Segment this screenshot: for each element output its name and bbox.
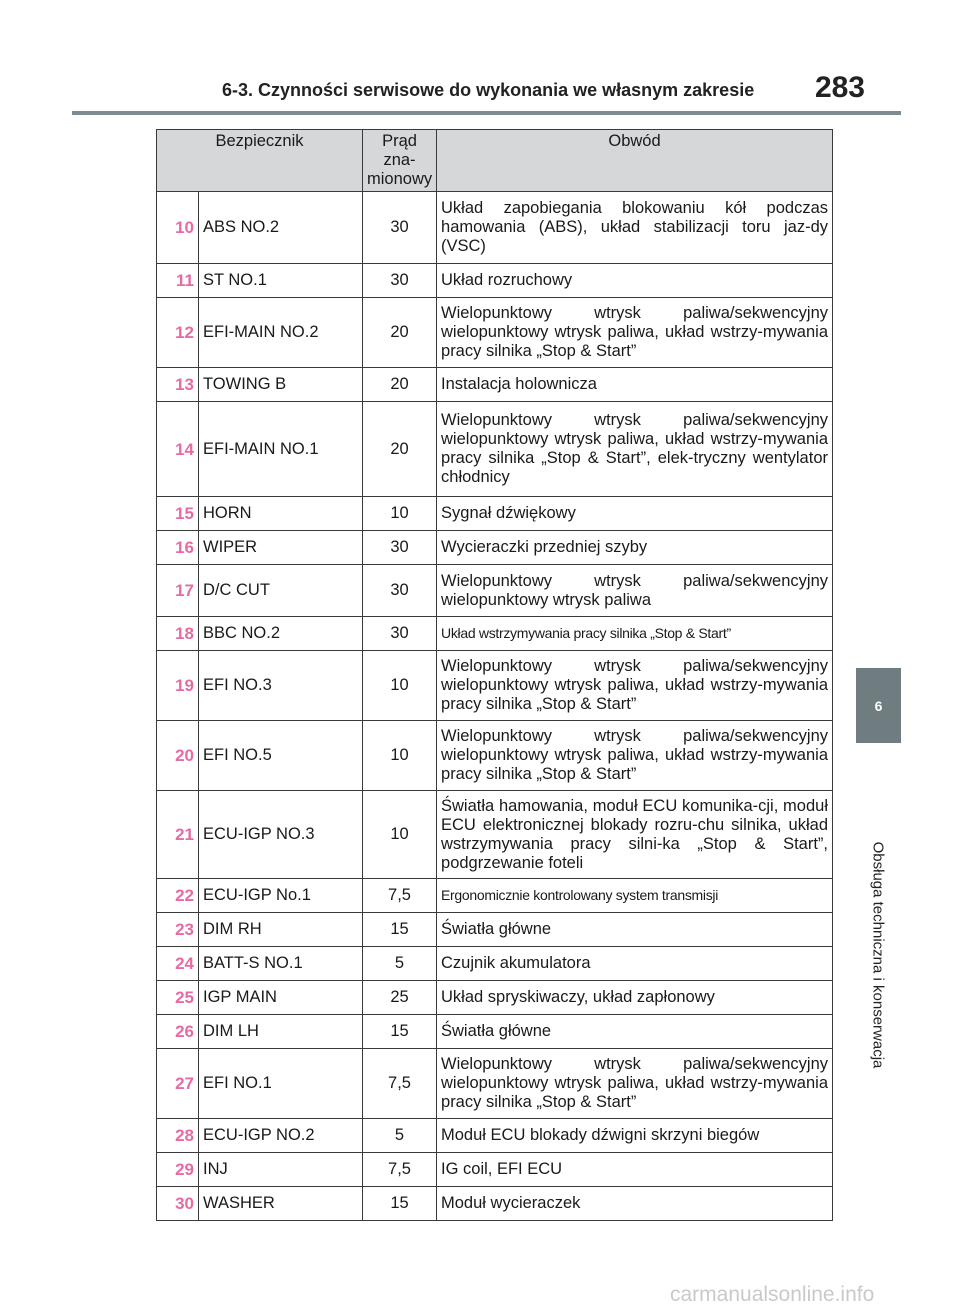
table-row (157, 721, 833, 791)
fuse-current: 5 (363, 1119, 437, 1153)
fuse-circuit: Instalacja holownicza (437, 368, 833, 402)
fuse-current: 10 (363, 497, 437, 531)
table-row (157, 617, 833, 651)
fuse-circuit: Światła główne (437, 1015, 833, 1049)
fuse-number: 28 (157, 1119, 199, 1153)
watermark-text: carmanualsonline.info (670, 1283, 875, 1306)
table-row (157, 791, 833, 879)
table-row (157, 531, 833, 565)
fuse-circuit: Układ zapobiegania blokowaniu kół podczas hamowania (ABS), układ stabilizacji toru jaz-dy (VSC) (437, 192, 833, 264)
table-row (157, 298, 833, 368)
fuse-name: EFI NO.3 (199, 651, 363, 721)
page-number: 283 (814, 71, 865, 104)
fuse-name: EFI NO.5 (199, 721, 363, 791)
table-row (157, 192, 833, 264)
fuse-current: 20 (363, 368, 437, 402)
fuse-current: 7,5 (363, 1049, 437, 1119)
table-row (157, 1119, 833, 1153)
fuse-current: 10 (363, 721, 437, 791)
fuse-name: D/C CUT (199, 565, 363, 617)
fuse-name: EFI-MAIN NO.2 (199, 298, 363, 368)
fuse-number: 12 (157, 298, 199, 368)
fuse-number: 14 (157, 402, 199, 497)
fuse-name: ABS NO.2 (199, 192, 363, 264)
fuse-circuit: IG coil, EFI ECU (437, 1153, 833, 1187)
fuse-name: ECU-IGP No.1 (199, 879, 363, 913)
fuse-current: 10 (363, 791, 437, 879)
fuse-number: 19 (157, 651, 199, 721)
fuse-current: 30 (363, 565, 437, 617)
fuse-name: WASHER (199, 1187, 363, 1221)
fuse-name: DIM RH (199, 913, 363, 947)
fuse-current: 15 (363, 1015, 437, 1049)
fuse-circuit: Wycieraczki przedniej szyby (437, 531, 833, 565)
header-divider (72, 111, 901, 115)
fuse-current: 25 (363, 981, 437, 1015)
fuse-number: 30 (157, 1187, 199, 1221)
fuse-number: 22 (157, 879, 199, 913)
fuse-number: 17 (157, 565, 199, 617)
fuse-circuit: Wielopunktowy wtrysk paliwa/sekwencyjny wielopunktowy wtrysk paliwa, układ wstrzy-mywania pracy silnika „Stop & Start” (437, 1049, 833, 1119)
fuse-name: BATT-S NO.1 (199, 947, 363, 981)
table-row (157, 913, 833, 947)
table-row (157, 651, 833, 721)
fuse-name: EFI-MAIN NO.1 (199, 402, 363, 497)
fuse-name: TOWING B (199, 368, 363, 402)
fuse-number: 15 (157, 497, 199, 531)
fuse-circuit: Wielopunktowy wtrysk paliwa/sekwencyjny wielopunktowy wtrysk paliwa, układ wstrzy-mywania pracy silnika „Stop & Start” (437, 298, 833, 368)
fuse-circuit: Wielopunktowy wtrysk paliwa/sekwencyjny wielopunktowy wtrysk paliwa (437, 565, 833, 617)
fuse-name: DIM LH (199, 1015, 363, 1049)
fuse-current: 7,5 (363, 879, 437, 913)
table-row (157, 947, 833, 981)
fuse-name: HORN (199, 497, 363, 531)
fuse-circuit: Wielopunktowy wtrysk paliwa/sekwencyjny wielopunktowy wtrysk paliwa, układ wstrzy-mywania pracy silnika „Stop & Start”, elek-tryczny wentylator chłodnicy (437, 402, 833, 497)
fuse-name: BBC NO.2 (199, 617, 363, 651)
fuse-circuit: Światła główne (437, 913, 833, 947)
fuse-number: 21 (157, 791, 199, 879)
fuse-circuit: Moduł wycieraczek (437, 1187, 833, 1221)
header-current: Prąd zna-mionowy (363, 130, 437, 192)
table-row (157, 1153, 833, 1187)
table-row (157, 879, 833, 913)
fuse-name: ECU-IGP NO.2 (199, 1119, 363, 1153)
fuse-circuit: Układ rozruchowy (437, 264, 833, 298)
fuse-current: 30 (363, 617, 437, 651)
fuse-number: 16 (157, 531, 199, 565)
fuse-number: 10 (157, 192, 199, 264)
table-row (157, 565, 833, 617)
fuse-current: 7,5 (363, 1153, 437, 1187)
fuse-current: 20 (363, 402, 437, 497)
fuse-circuit: Czujnik akumulatora (437, 947, 833, 981)
fuse-name: WIPER (199, 531, 363, 565)
chapter-title: Obsługa techniczna i konserwacja (869, 841, 887, 1069)
table-row (157, 981, 833, 1015)
fuse-table (156, 129, 833, 1221)
table-row (157, 1049, 833, 1119)
fuse-name: ST NO.1 (199, 264, 363, 298)
fuse-number: 11 (157, 264, 199, 298)
fuse-circuit: Ergonomicznie kontrolowany system transmisji (437, 879, 833, 913)
table-row (157, 1015, 833, 1049)
chapter-tab (856, 668, 901, 743)
fuse-table-body (157, 192, 833, 1221)
fuse-current: 10 (363, 651, 437, 721)
table-row (157, 497, 833, 531)
fuse-name: EFI NO.1 (199, 1049, 363, 1119)
fuse-current: 30 (363, 192, 437, 264)
header-fuse: Bezpiecznik (157, 130, 363, 192)
fuse-number: 18 (157, 617, 199, 651)
fuse-circuit: Światła hamowania, moduł ECU komunika-cji, moduł ECU elektronicznej blokady rozru-chu silnika, układ wstrzymywania pracy silni-ka „Stop & Start”, podgrzewanie foteli (437, 791, 833, 879)
fuse-circuit: Układ wstrzymywania pracy silnika „Stop & Start” (437, 617, 833, 651)
fuse-name: INJ (199, 1153, 363, 1187)
fuse-current: 15 (363, 913, 437, 947)
table-row (157, 1187, 833, 1221)
fuse-number: 23 (157, 913, 199, 947)
fuse-circuit: Sygnał dźwiękowy (437, 497, 833, 531)
table-row (157, 368, 833, 402)
fuse-current: 15 (363, 1187, 437, 1221)
fuse-number: 24 (157, 947, 199, 981)
fuse-current: 5 (363, 947, 437, 981)
fuse-number: 25 (157, 981, 199, 1015)
fuse-circuit: Wielopunktowy wtrysk paliwa/sekwencyjny wielopunktowy wtrysk paliwa, układ wstrzy-mywania pracy silnika „Stop & Start” (437, 651, 833, 721)
fuse-current: 20 (363, 298, 437, 368)
fuse-number: 13 (157, 368, 199, 402)
fuse-number: 26 (157, 1015, 199, 1049)
fuse-number: 27 (157, 1049, 199, 1119)
table-row (157, 264, 833, 298)
fuse-current: 30 (363, 531, 437, 565)
fuse-circuit: Moduł ECU blokady dźwigni skrzyni biegów (437, 1119, 833, 1153)
fuse-number: 29 (157, 1153, 199, 1187)
table-header-row (157, 130, 833, 192)
fuse-circuit: Wielopunktowy wtrysk paliwa/sekwencyjny wielopunktowy wtrysk paliwa, układ wstrzy-mywania pracy silnika „Stop & Start” (437, 721, 833, 791)
table-row (157, 402, 833, 497)
fuse-name: IGP MAIN (199, 981, 363, 1015)
fuse-number: 20 (157, 721, 199, 791)
chapter-number: 6 (874, 697, 883, 714)
section-title: 6-3. Czynności serwisowe do wykonania we własnym zakresie (222, 80, 755, 100)
fuse-circuit: Układ spryskiwaczy, układ zapłonowy (437, 981, 833, 1015)
header-circuit: Obwód (437, 130, 833, 192)
fuse-current: 30 (363, 264, 437, 298)
fuse-name: ECU-IGP NO.3 (199, 791, 363, 879)
